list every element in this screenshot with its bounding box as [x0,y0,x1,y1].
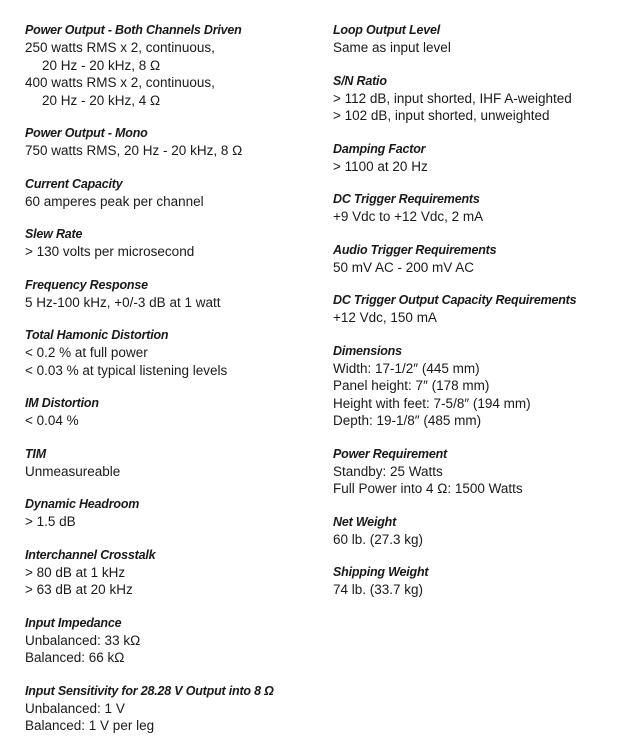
spec-value: 5 Hz-100 kHz, +0/-3 dB at 1 watt [25,294,221,310]
spec-title: TIM [25,446,46,461]
spec-value: 20 Hz - 20 kHz, 8 Ω [42,57,161,73]
spec-title: Audio Trigger Requirements [333,242,497,257]
spec-title: Dimensions [333,343,402,358]
spec-block [333,191,613,226]
spec-title: Shipping Weight [333,565,429,579]
spec-block [333,446,613,498]
spec-block [25,226,315,261]
spec-value: 750 watts RMS, 20 Hz - 20 kHz, 8 Ω [25,143,243,158]
spec-block [25,547,315,599]
spec-value: Unbalanced: 33 kΩ [25,632,141,648]
spec-title: Power Output - Both Channels Driven [25,23,242,37]
spec-value: > 1.5 dB [25,514,76,529]
spec-value: > 112 dB, input shorted, IHF A-weighted [333,90,572,106]
spec-value: > 1100 at 20 Hz [333,158,428,174]
spec-value: < 0.03 % at typical listening levels [25,362,228,378]
spec-block [25,615,315,667]
spec-value: 50 mV AC - 200 mV AC [333,259,475,275]
spec-block [333,564,613,599]
spec-value: Unbalanced: 1 V [25,700,125,716]
spec-value: Panel height: 7″ (178 mm) [333,378,490,393]
spec-value: Full Power into 4 Ω: 1500 Watts [333,481,523,496]
spec-block [25,176,315,211]
spec-block [25,125,315,160]
spec-value: Depth: 19-1/8″ (485 mm) [333,413,482,428]
spec-block [333,22,613,57]
spec-block [333,514,613,549]
spec-title: Frequency Response [25,277,148,292]
spec-value: 20 Hz - 20 kHz, 4 Ω [42,92,161,108]
spec-title: Total Hamonic Distortion [25,328,169,342]
spec-value: > 80 dB at 1 kHz [25,564,126,580]
spec-block [333,242,613,277]
spec-value: Balanced: 66 kΩ [25,650,125,665]
spec-block [25,395,315,430]
spec-title: Damping Factor [333,141,426,156]
spec-value: Height with feet: 7-5/8″ (194 mm) [333,395,531,411]
spec-title: Input Impedance [25,615,122,630]
spec-title: Interchannel Crosstalk [25,547,156,562]
spec-title: Dynamic Headroom [25,497,140,511]
spec-title: Power Requirement [333,446,447,461]
spec-block [25,277,315,312]
spec-block [25,446,315,481]
spec-title: Power Output - Mono [25,126,148,140]
spec-block [25,327,315,379]
spec-title: IM Distortion [25,396,99,410]
spec-title: Slew Rate [25,227,83,241]
spec-value: +9 Vdc to +12 Vdc, 2 mA [333,209,484,224]
spec-block [333,141,613,176]
spec-column-right [333,22,613,615]
spec-title: S/N Ratio [333,73,387,88]
spec-value: Standby: 25 Watts [333,463,443,479]
spec-value: > 102 dB, input shorted, unweighted [333,108,550,123]
spec-title: DC Trigger Output Capacity Requirements [333,293,577,307]
spec-block [333,292,613,327]
spec-title: Current Capacity [25,176,123,191]
spec-value: > 63 dB at 20 kHz [25,582,133,597]
spec-value: 60 amperes peak per channel [25,193,204,209]
spec-block [25,496,315,531]
spec-block [333,343,613,430]
spec-title: Input Sensitivity for 28.28 V Output into 8 Ω [25,683,274,698]
spec-value: +12 Vdc, 150 mA [333,310,437,325]
spec-block [25,683,315,735]
spec-block [333,73,613,125]
spec-value: < 0.2 % at full power [25,345,148,360]
spec-value: 60 lb. (27.3 kg) [333,531,424,547]
spec-column-left [25,22,315,751]
spec-value: Unmeasureable [25,463,121,479]
spec-value: Same as input level [333,40,451,55]
spec-title: DC Trigger Requirements [333,192,480,206]
spec-value: Width: 17-1/2″ (445 mm) [333,360,480,376]
spec-value: 74 lb. (33.7 kg) [333,582,424,597]
spec-value: < 0.04 % [25,413,79,428]
spec-value: Balanced: 1 V per leg [25,718,155,733]
spec-title: Loop Output Level [333,23,441,37]
spec-value: 250 watts RMS x 2, continuous, [25,40,215,55]
spec-value: > 130 volts per microsecond [25,244,195,259]
spec-title: Net Weight [333,514,397,529]
spec-block [25,22,315,109]
spec-value: 400 watts RMS x 2, continuous, [25,75,215,90]
